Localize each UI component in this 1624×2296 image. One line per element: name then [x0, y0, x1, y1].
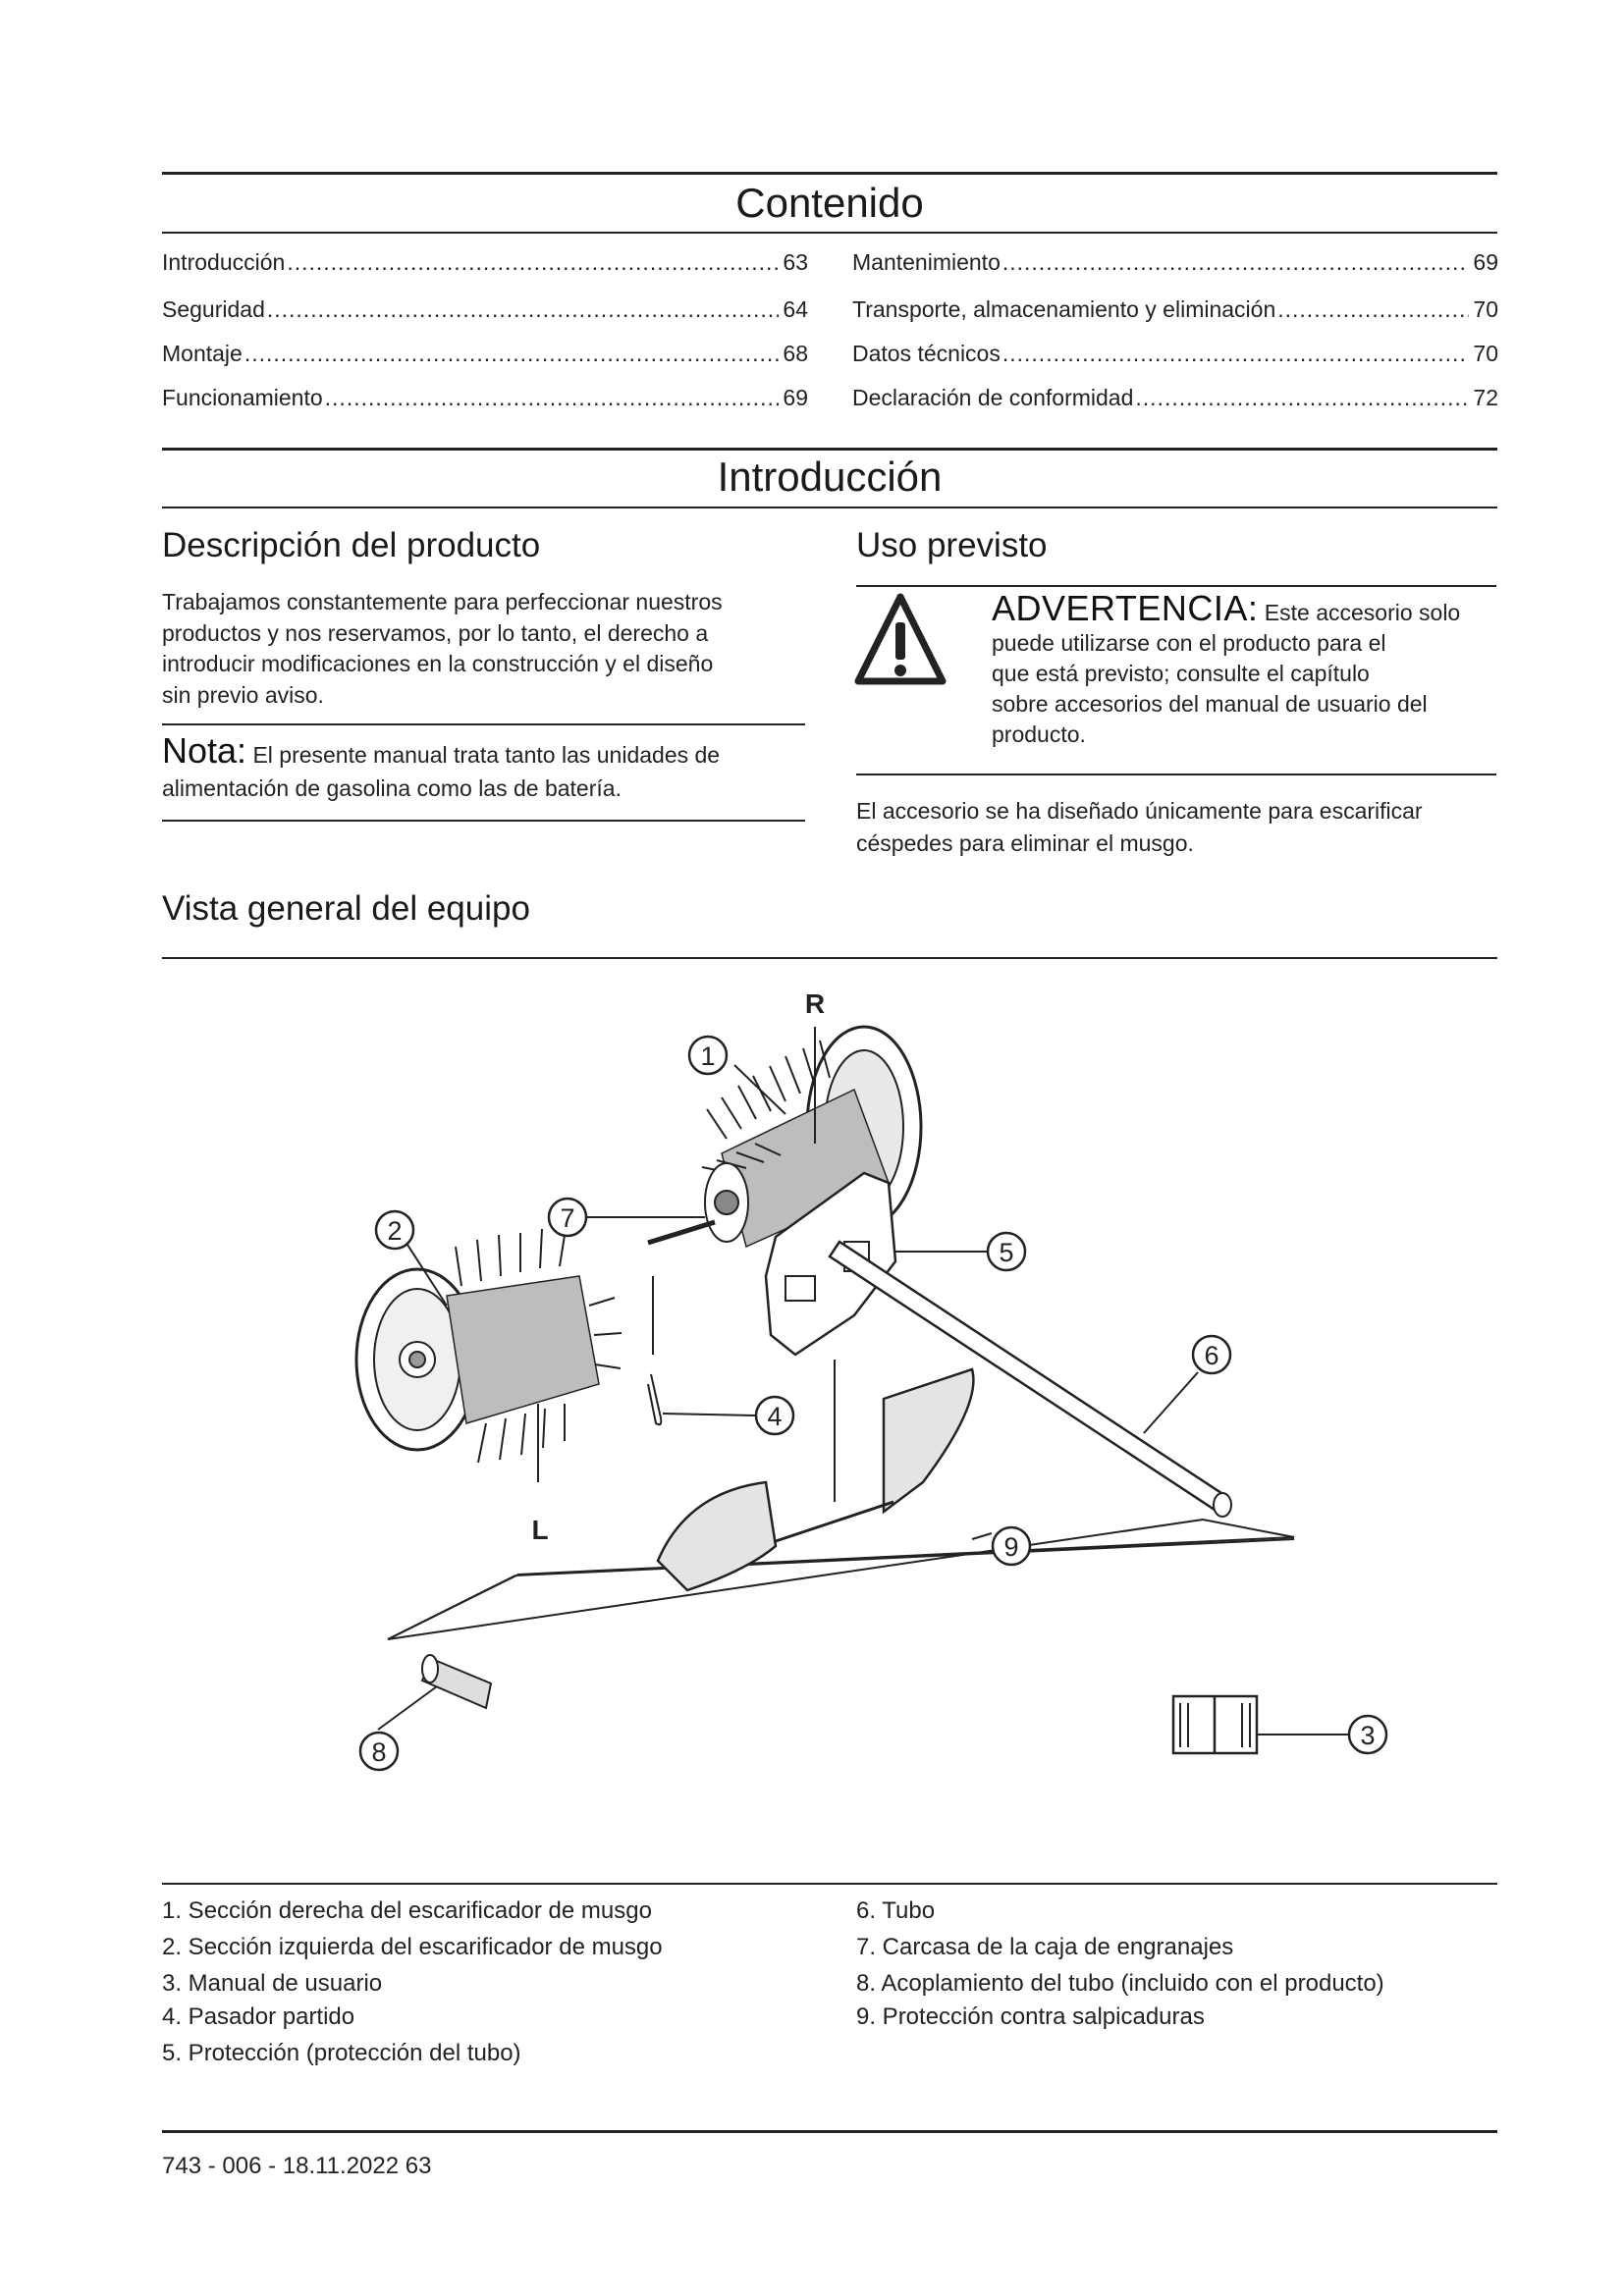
- callout-3: [1349, 1716, 1386, 1753]
- overview-heading: Vista general del equipo: [162, 889, 530, 928]
- label-r: R: [804, 988, 826, 1019]
- intro-title: Introducción: [717, 454, 943, 500]
- callout-1: [689, 1037, 727, 1074]
- svg-text:7: 7: [560, 1203, 575, 1233]
- toc-entry-page: 69: [1473, 249, 1498, 275]
- splash-guard-part: [658, 1482, 776, 1590]
- callout-6: [1193, 1336, 1230, 1373]
- toc-entry-title: Datos técnicos: [852, 341, 1001, 366]
- callout-7: [549, 1199, 586, 1236]
- legend-item: 9. Protección contra salpicaduras: [856, 2003, 1205, 2030]
- legend-item: 7. Carcasa de la caja de engranajes: [856, 1934, 1234, 1960]
- footer-rule: [162, 2130, 1497, 2133]
- description-line: Trabajamos constantemente para perfeccionar nuestros: [162, 589, 723, 614]
- footer-text: 743 - 006 - 18.11.2022 63: [162, 2153, 432, 2179]
- description-line: productos y nos reservamos, por lo tanto, el derecho a: [162, 619, 709, 646]
- toc-entry-title: Seguridad: [162, 296, 265, 322]
- left-section-part: [356, 1229, 622, 1463]
- intended-use-line: céspedes para eliminar el musgo.: [856, 830, 1194, 856]
- legend-item: 2. Sección izquierda del escarificador de musgo: [162, 1934, 663, 1960]
- callout-2: [376, 1211, 413, 1249]
- legend-item: 4. Pasador partido: [162, 2003, 355, 2030]
- legend-rule: [162, 1883, 1497, 1885]
- svg-text:2: 2: [387, 1216, 403, 1246]
- toc-entry-title: Introducción: [162, 249, 286, 275]
- note-line: alimentación de gasolina como las de batería.: [162, 775, 622, 801]
- toc-entry-page: 64: [783, 296, 808, 322]
- warning-line: sobre accesorios del manual de usuario del: [992, 691, 1428, 717]
- legend-item: 1. Sección derecha del escarificador de musgo: [162, 1897, 652, 1924]
- note-line: El presente manual trata tanto las unidades de: [252, 742, 721, 768]
- toc-entry-page: 70: [1473, 341, 1498, 366]
- svg-text:9: 9: [1003, 1532, 1019, 1562]
- svg-text:3: 3: [1360, 1721, 1376, 1750]
- manual-book-part: [1173, 1696, 1257, 1753]
- toc-entry-title: Declaración de conformidad: [852, 385, 1134, 410]
- svg-text:5: 5: [999, 1238, 1014, 1267]
- toc-entry-title: Funcionamiento: [162, 385, 323, 410]
- svg-text:4: 4: [767, 1402, 783, 1431]
- legend-item: 6. Tubo: [856, 1897, 936, 1924]
- intended-use-line: El accesorio se ha diseñado únicamente para escarificar: [856, 798, 1423, 824]
- contents-title: Contenido: [735, 180, 924, 226]
- warning-line: que está previsto; consulte el capítulo: [992, 661, 1370, 686]
- toc-entry-page: 70: [1473, 296, 1498, 322]
- callout-9: [993, 1527, 1030, 1565]
- warning-line: Este accesorio solo: [1264, 600, 1461, 625]
- description-line: sin previo aviso.: [162, 681, 324, 708]
- label-l: L: [531, 1515, 549, 1545]
- note-lead: Nota:: [162, 730, 247, 771]
- callout-4: [756, 1397, 793, 1434]
- intended-use-heading: Uso previsto: [856, 526, 1048, 564]
- description-heading: Descripción del producto: [162, 526, 541, 564]
- description-line: introducir modificaciones en la construcción y el diseño: [162, 651, 714, 676]
- ground-plane: [388, 1520, 1294, 1639]
- toc-entry-page: 63: [783, 249, 808, 275]
- svg-text:1: 1: [700, 1041, 716, 1071]
- warning-line: puede utilizarse con el producto para el: [992, 630, 1386, 656]
- toc-entry-title: Transporte, almacenamiento y eliminación: [852, 296, 1276, 322]
- svg-text:8: 8: [371, 1737, 387, 1767]
- toc-entry-title: Montaje: [162, 341, 243, 366]
- split-pin-part: [648, 1374, 661, 1424]
- warning-lead: ADVERTENCIA:: [992, 588, 1259, 628]
- warning-line: producto.: [992, 721, 1086, 747]
- callout-5: [988, 1233, 1025, 1270]
- toc-entry-page: 72: [1473, 385, 1498, 410]
- toc-entry-page: 68: [783, 341, 808, 366]
- svg-text:6: 6: [1204, 1341, 1219, 1370]
- toc-entry-title: Mantenimiento: [852, 249, 1001, 275]
- toc-entry-page: 69: [783, 385, 808, 410]
- legend-item: 3. Manual de usuario: [162, 1970, 383, 1997]
- legend-item: 5. Protección (protección del tubo): [162, 2040, 521, 2066]
- legend-item: 8. Acoplamiento del tubo (incluido con el producto): [856, 1970, 1384, 1997]
- callout-8: [360, 1733, 398, 1770]
